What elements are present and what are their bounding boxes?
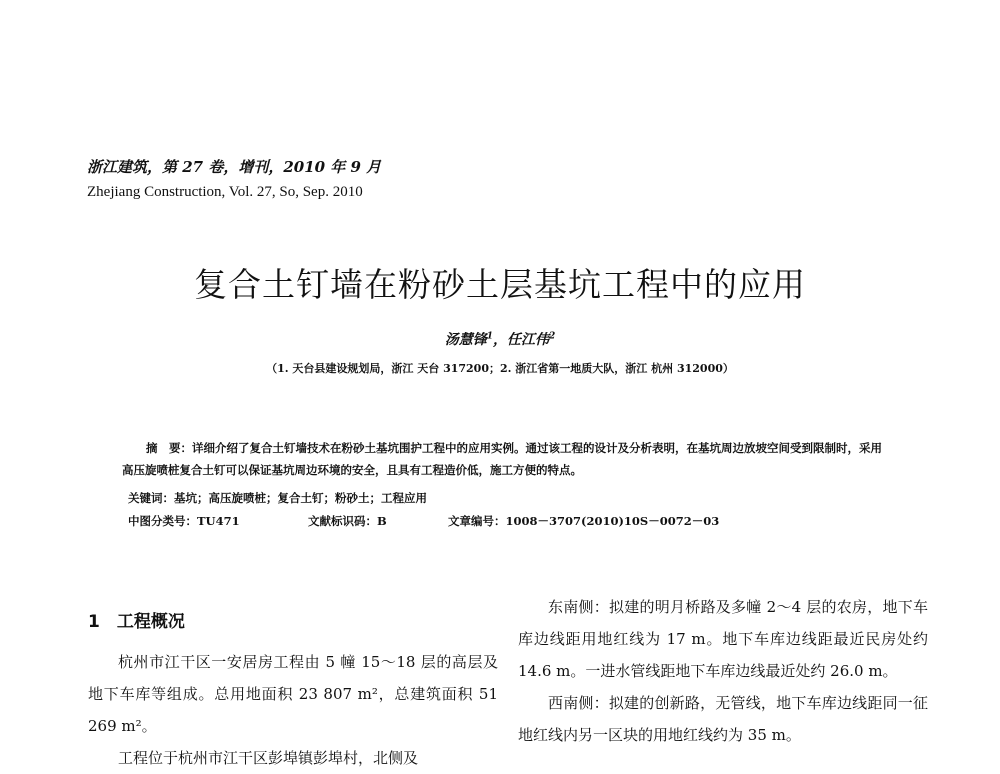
affiliation: （1. 天台县建设规划局，浙江 天台 317200；2. 浙江省第一地质大队，浙江 杭州 312000） xyxy=(266,362,734,375)
left-column xyxy=(88,646,498,774)
paragraph: 杭州市江干区一安居房工程由 5 幢 15～18 层的高层及地下车库等组成。总用地面积 23 807 m²，总建筑面积 51 269 m²。 xyxy=(88,653,498,735)
author-2-affil-mark: 2 xyxy=(549,331,556,342)
paper-title: 复合土钉墙在粉砂土层基坑工程中的应用 xyxy=(194,265,806,304)
author-1: 汤慧锋 xyxy=(444,332,487,348)
journal-citation-en: Zhejiang Construction, Vol. 27, So, Sep. 2010 xyxy=(87,184,363,200)
journal-citation-cn: 浙江建筑，第 27 卷，增刊，2010 年 9 月 xyxy=(87,158,382,176)
article-number: 文章编号：1008－3707(2010)10S－0072－03 xyxy=(448,514,720,528)
clc-number: 中图分类号：TU471 xyxy=(128,514,240,528)
author-line xyxy=(0,329,1000,349)
keywords: 关键词：基坑；高压旋喷桩；复合土钉；粉砂土；工程应用 xyxy=(128,491,427,505)
document-code: 文献标识码：B xyxy=(308,514,387,528)
abstract: 摘 要：详细介绍了复合土钉墙技术在粉砂土基坑围护工程中的应用实例。通过该工程的设计及分析表明，在基坑周边放坡空间受到限制时，采用高压旋喷桩复合土钉可以保证基坑周边环境的安全，且具有工程造价低，施工方便的特点。 xyxy=(122,441,882,477)
right-column xyxy=(518,591,928,751)
author-separator: ， xyxy=(493,332,507,348)
section-heading: 1 工程概况 xyxy=(88,612,185,632)
paragraph: 工程位于杭州市江干区彭埠镇彭埠村，北侧及 xyxy=(118,749,419,767)
paragraph: 西南侧：拟建的创新路，无管线，地下车库边线距同一征地红线内另一区块的用地红线约为 35 m。 xyxy=(518,694,928,744)
author-2: 任江伟 xyxy=(507,332,549,348)
author-1-affil-mark: 1 xyxy=(486,331,493,342)
paragraph: 东南侧：拟建的明月桥路及多幢 2～4 层的农房，地下车库边线距用地红线为 17 m。地下车库边线距最近民房处约 14.6 m。一进水管线距地下车库边线最近处约 26.0 m。 xyxy=(518,598,928,680)
classification-line xyxy=(128,513,768,529)
